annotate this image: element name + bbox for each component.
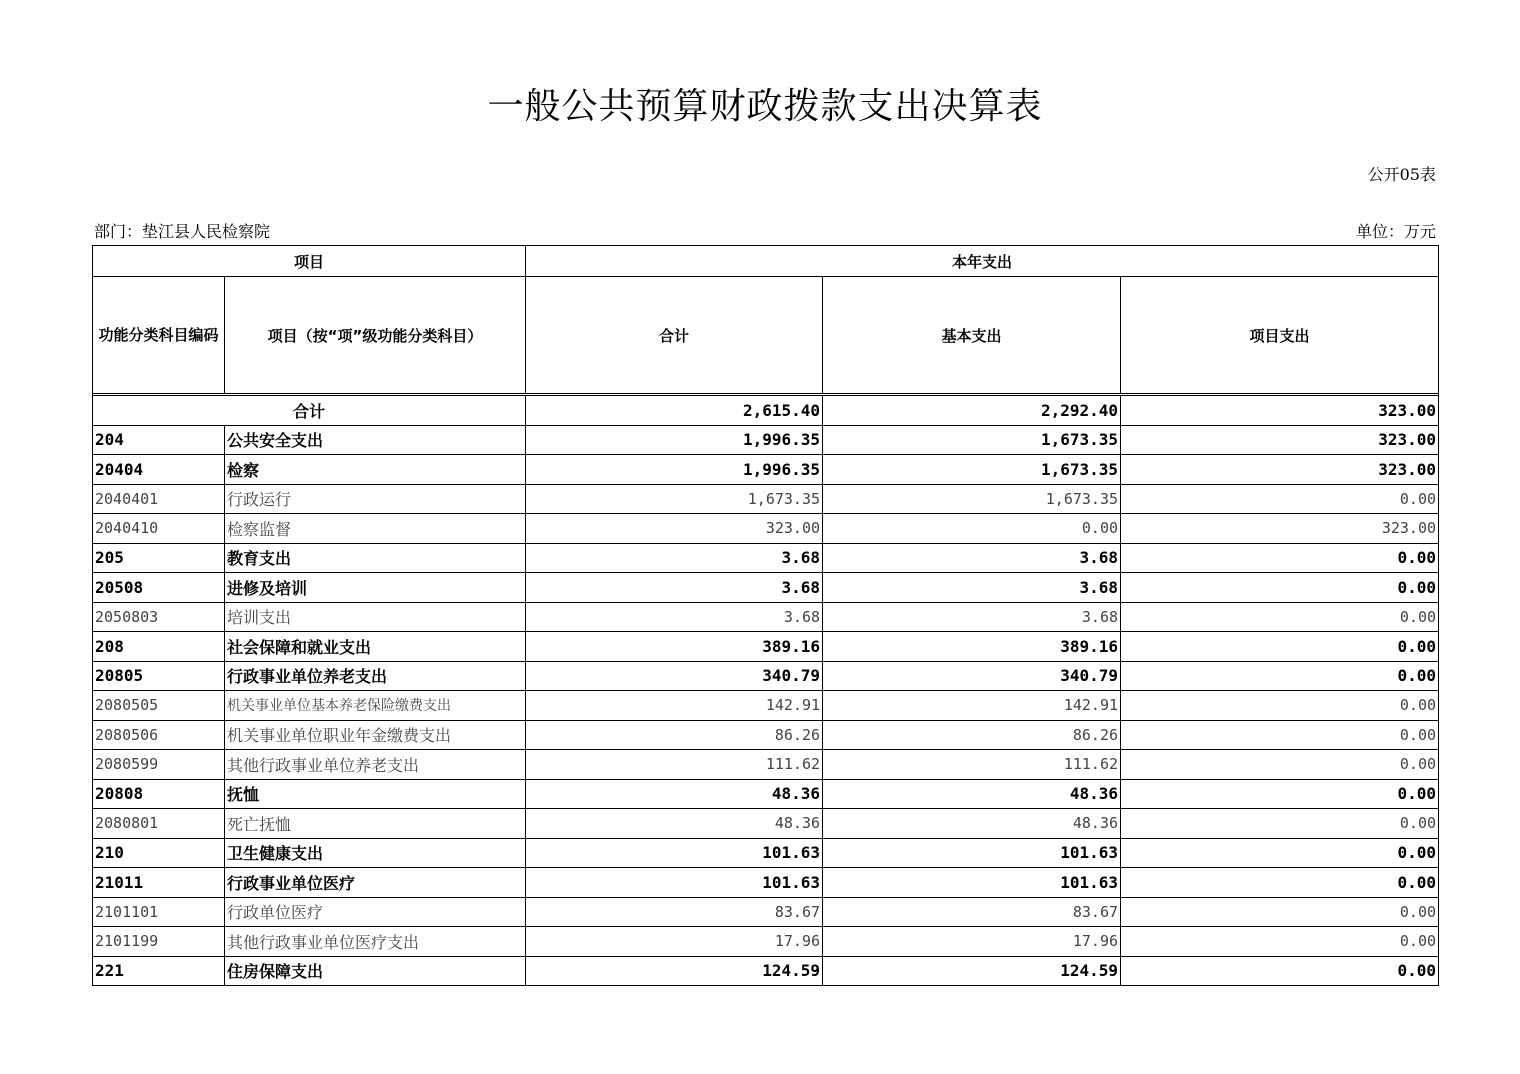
cell-total: 1,996.35 xyxy=(526,425,823,455)
cell-basic: 48.36 xyxy=(823,809,1121,839)
group-header-current-year: 本年支出 xyxy=(526,246,1439,277)
cell-total: 142.91 xyxy=(526,691,823,721)
cell-total: 111.62 xyxy=(526,750,823,780)
cell-basic: 142.91 xyxy=(823,691,1121,721)
cell-total: 1,673.35 xyxy=(526,484,823,514)
cell-total: 86.26 xyxy=(526,720,823,750)
table-row xyxy=(93,602,1439,632)
unit-label: 单位：万元 xyxy=(1355,222,1436,241)
cell-basic: 3.68 xyxy=(823,602,1121,632)
table-row xyxy=(93,956,1439,986)
cell-basic: 83.67 xyxy=(823,897,1121,927)
cell-project: 0.00 xyxy=(1121,779,1439,809)
table-row xyxy=(93,897,1439,927)
table-row xyxy=(93,779,1439,809)
cell-project: 0.00 xyxy=(1121,573,1439,603)
cell-basic: 101.63 xyxy=(823,838,1121,868)
cell-project: 0.00 xyxy=(1121,838,1439,868)
cell-basic: 86.26 xyxy=(823,720,1121,750)
cell-name: 其他行政事业单位医疗支出 xyxy=(225,927,526,957)
cell-code: 221 xyxy=(93,956,225,986)
cell-total: 389.16 xyxy=(526,632,823,662)
cell-basic: 340.79 xyxy=(823,661,1121,691)
cell-code: 210 xyxy=(93,838,225,868)
cell-code: 21011 xyxy=(93,868,225,898)
expenditure-table xyxy=(92,245,1439,986)
page-title: 一般公共预算财政拨款支出决算表 xyxy=(487,86,1043,127)
cell-code: 20508 xyxy=(93,573,225,603)
cell-name: 死亡抚恤 xyxy=(225,809,526,839)
cell-project: 323.00 xyxy=(1121,514,1439,544)
cell-basic: 1,673.35 xyxy=(823,484,1121,514)
cell-total: 3.68 xyxy=(526,543,823,573)
cell-code: 2080599 xyxy=(93,750,225,780)
cell-name: 卫生健康支出 xyxy=(225,838,526,868)
cell-basic: 1,673.35 xyxy=(823,455,1121,485)
cell-code: 2101199 xyxy=(93,927,225,957)
cell-total: 124.59 xyxy=(526,956,823,986)
column-header-name: 项目（按“项”级功能分类科目） xyxy=(225,277,526,394)
cell-name: 其他行政事业单位养老支出 xyxy=(225,750,526,780)
table-row xyxy=(93,514,1439,544)
cell-total: 1,996.35 xyxy=(526,455,823,485)
cell-basic: 101.63 xyxy=(823,868,1121,898)
cell-total: 101.63 xyxy=(526,838,823,868)
cell-name: 机关事业单位基本养老保险缴费支出 xyxy=(225,691,526,721)
cell-total: 3.68 xyxy=(526,573,823,603)
cell-project: 0.00 xyxy=(1121,543,1439,573)
cell-project: 0.00 xyxy=(1121,868,1439,898)
cell-basic: 389.16 xyxy=(823,632,1121,662)
table-row xyxy=(93,455,1439,485)
cell-project: 0.00 xyxy=(1121,956,1439,986)
table-row xyxy=(93,632,1439,662)
table-row xyxy=(93,573,1439,603)
cell-basic: 48.36 xyxy=(823,779,1121,809)
column-header-basic: 基本支出 xyxy=(823,277,1121,394)
cell-total: 48.36 xyxy=(526,779,823,809)
cell-basic: 124.59 xyxy=(823,956,1121,986)
group-header-row xyxy=(93,246,1439,277)
total-label: 合计 xyxy=(93,396,526,426)
table-row xyxy=(93,927,1439,957)
cell-project: 0.00 xyxy=(1121,927,1439,957)
table-row xyxy=(93,661,1439,691)
cell-project: 0.00 xyxy=(1121,897,1439,927)
cell-name: 行政事业单位养老支出 xyxy=(225,661,526,691)
cell-name: 机关事业单位职业年金缴费支出 xyxy=(225,720,526,750)
cell-name: 教育支出 xyxy=(225,543,526,573)
cell-code: 2050803 xyxy=(93,602,225,632)
cell-code: 20808 xyxy=(93,779,225,809)
cell-name: 进修及培训 xyxy=(225,573,526,603)
cell-project: 323.00 xyxy=(1121,425,1439,455)
cell-name: 行政事业单位医疗 xyxy=(225,868,526,898)
cell-code: 2040410 xyxy=(93,514,225,544)
cell-project: 0.00 xyxy=(1121,809,1439,839)
cell-basic: 3.68 xyxy=(823,543,1121,573)
cell-code: 208 xyxy=(93,632,225,662)
total-basic: 2,292.40 xyxy=(823,396,1121,426)
total-total: 2,615.40 xyxy=(526,396,823,426)
total-project: 323.00 xyxy=(1121,396,1439,426)
cell-total: 83.67 xyxy=(526,897,823,927)
cell-total: 48.36 xyxy=(526,809,823,839)
cell-name: 培训支出 xyxy=(225,602,526,632)
table-row xyxy=(93,868,1439,898)
table-row xyxy=(93,720,1439,750)
cell-project: 0.00 xyxy=(1121,602,1439,632)
cell-name: 住房保障支出 xyxy=(225,956,526,986)
column-header-total: 合计 xyxy=(526,277,823,394)
cell-project: 0.00 xyxy=(1121,661,1439,691)
table-row xyxy=(93,838,1439,868)
cell-name: 社会保障和就业支出 xyxy=(225,632,526,662)
cell-project: 0.00 xyxy=(1121,632,1439,662)
cell-basic: 111.62 xyxy=(823,750,1121,780)
cell-project: 0.00 xyxy=(1121,691,1439,721)
table-row xyxy=(93,425,1439,455)
cell-code: 2040401 xyxy=(93,484,225,514)
cell-code: 2101101 xyxy=(93,897,225,927)
cell-code: 2080801 xyxy=(93,809,225,839)
cell-name: 行政运行 xyxy=(225,484,526,514)
cell-basic: 1,673.35 xyxy=(823,425,1121,455)
column-header-row xyxy=(93,277,1439,394)
column-header-code: 功能分类科目编码 xyxy=(93,277,225,394)
cell-code: 204 xyxy=(93,425,225,455)
table-row xyxy=(93,484,1439,514)
cell-project: 0.00 xyxy=(1121,720,1439,750)
cell-project: 0.00 xyxy=(1121,484,1439,514)
cell-total: 101.63 xyxy=(526,868,823,898)
table-row xyxy=(93,809,1439,839)
group-header-item: 项目 xyxy=(93,246,526,277)
table-row xyxy=(93,691,1439,721)
form-number: 公开05表 xyxy=(1367,165,1436,184)
cell-name: 检察 xyxy=(225,455,526,485)
cell-project: 0.00 xyxy=(1121,750,1439,780)
cell-basic: 17.96 xyxy=(823,927,1121,957)
cell-code: 205 xyxy=(93,543,225,573)
cell-name: 检察监督 xyxy=(225,514,526,544)
cell-basic: 3.68 xyxy=(823,573,1121,603)
cell-name: 行政单位医疗 xyxy=(225,897,526,927)
cell-total: 17.96 xyxy=(526,927,823,957)
cell-basic: 0.00 xyxy=(823,514,1121,544)
department-label: 部门：垫江县人民检察院 xyxy=(94,222,271,241)
column-header-project: 项目支出 xyxy=(1121,277,1439,394)
total-row xyxy=(93,396,1439,426)
table-row xyxy=(93,543,1439,573)
cell-code: 20805 xyxy=(93,661,225,691)
cell-name: 公共安全支出 xyxy=(225,425,526,455)
cell-total: 323.00 xyxy=(526,514,823,544)
cell-name: 抚恤 xyxy=(225,779,526,809)
cell-total: 3.68 xyxy=(526,602,823,632)
cell-code: 2080506 xyxy=(93,720,225,750)
cell-project: 323.00 xyxy=(1121,455,1439,485)
cell-total: 340.79 xyxy=(526,661,823,691)
cell-code: 20404 xyxy=(93,455,225,485)
cell-code: 2080505 xyxy=(93,691,225,721)
table-row xyxy=(93,750,1439,780)
